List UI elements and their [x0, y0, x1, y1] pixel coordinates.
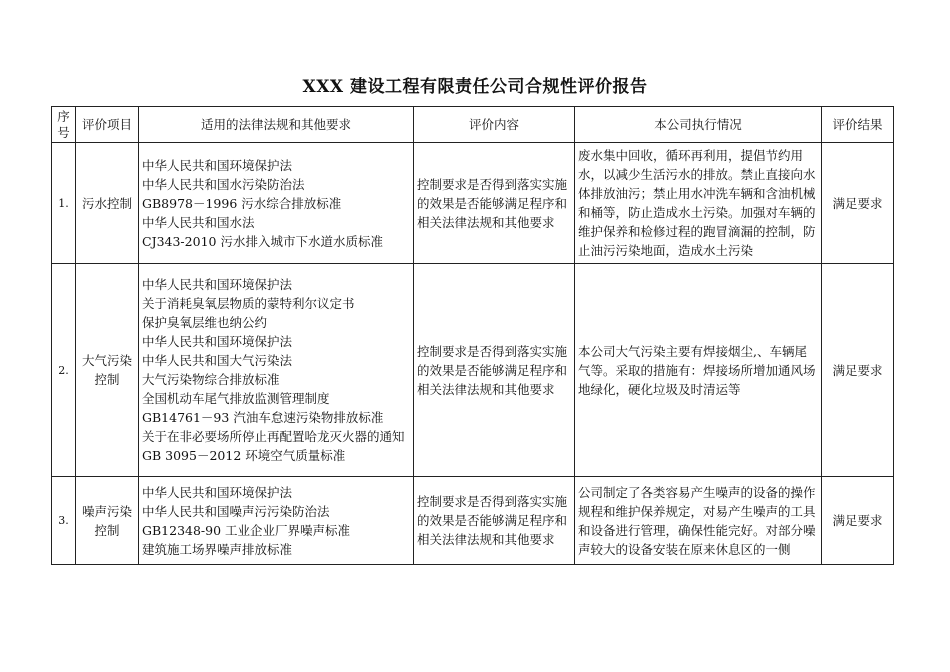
law-item: 中华人民共和国环境保护法 [142, 157, 293, 173]
law-list [139, 264, 414, 477]
row-number: 1. [52, 143, 76, 264]
law-list [139, 143, 414, 264]
law-item: GB 3095－2012 环境空气质量标准 [142, 448, 346, 463]
law-item: 中华人民共和国水法 [142, 214, 255, 230]
header-execution: 本公司执行情况 [575, 107, 822, 143]
law-item: 中华人民共和国环境保护法 [142, 277, 293, 292]
evaluation-item: 噪声污染控制 [76, 477, 139, 565]
law-item: CJ343-2010 污水排入城市下水道水质标准 [142, 233, 383, 249]
law-item: 中华人民共和国水污染防治法 [142, 176, 305, 192]
law-item: 中华人民共和国噪声污污染防治法 [142, 503, 330, 519]
law-item: 中华人民共和国环境保护法 [142, 334, 293, 349]
page-title: XXX 建设工程有限责任公司合规性评价报告 [302, 77, 648, 97]
law-item: GB8978－1996 污水综合排放标准 [142, 195, 342, 211]
header-laws: 适用的法律法规和其他要求 [139, 107, 414, 143]
evaluation-result: 满足要求 [822, 143, 894, 264]
law-item: 大气污染物综合排放标准 [142, 372, 280, 387]
execution-status: 废水集中回收，循环再利用，提倡节约用水，以减少生活污水的排放。禁止直接向水体排放油污；禁止用水冲洗车辆和含油机械和桶等，防止造成水土污染。加强对车辆的维护保养和检修过程的跑冒滴漏的控制，防止油污污染地面，造成水土污染 [575, 143, 822, 264]
row-number: 2. [52, 264, 76, 477]
law-item: 关于消耗臭氧层物质的蒙特利尔议定书 [142, 296, 355, 311]
table-header-row [52, 107, 894, 143]
evaluation-result: 满足要求 [822, 477, 894, 565]
law-item: 保护臭氧层维也纳公约 [142, 315, 268, 330]
law-item: GB14761－93 汽油车怠速污染物排放标准 [142, 410, 384, 425]
evaluation-item: 污水控制 [76, 143, 139, 264]
execution-status: 公司制定了各类容易产生噪声的设备的操作规程和维护保养规定，对易产生噪声的工具和设备进行管理，确保性能完好。对部分噪声较大的设备安装在原来休息区的一侧 [575, 477, 822, 565]
table-row [52, 477, 894, 565]
evaluation-content: 控制要求是否得到落实实施的效果是否能够满足程序和相关法律法规和其他要求 [414, 143, 575, 264]
law-item: 建筑施工场界噪声排放标准 [142, 541, 293, 557]
evaluation-table [51, 106, 894, 565]
header-content: 评价内容 [414, 107, 575, 143]
law-item: 关于在非必要场所停止再配置哈龙灭火器的通知 [142, 429, 405, 444]
law-item: 中华人民共和国大气污染法 [142, 353, 293, 368]
evaluation-content: 控制要求是否得到落实实施的效果是否能够满足程序和相关法律法规和其他要求 [414, 477, 575, 565]
table-row [52, 143, 894, 264]
header-result: 评价结果 [822, 107, 894, 143]
table-row [52, 264, 894, 477]
law-item: 中华人民共和国环境保护法 [142, 484, 293, 500]
row-number: 3. [52, 477, 76, 565]
law-list [139, 477, 414, 565]
header-item: 评价项目 [76, 107, 139, 143]
evaluation-result: 满足要求 [822, 264, 894, 477]
law-item: GB12348-90 工业企业厂界噪声标准 [142, 522, 351, 538]
execution-status: 本公司大气污染主要有焊接烟尘,、车辆尾气等。采取的措施有：焊接场所增加通风场地绿化，硬化垃圾及时清运等 [575, 264, 822, 477]
header-no: 序号 [52, 107, 76, 143]
law-item: 全国机动车尾气排放监测管理制度 [142, 391, 330, 406]
evaluation-content: 控制要求是否得到落实实施的效果是否能够满足程序和相关法律法规和其他要求 [414, 264, 575, 477]
evaluation-item: 大气污染控制 [76, 264, 139, 477]
